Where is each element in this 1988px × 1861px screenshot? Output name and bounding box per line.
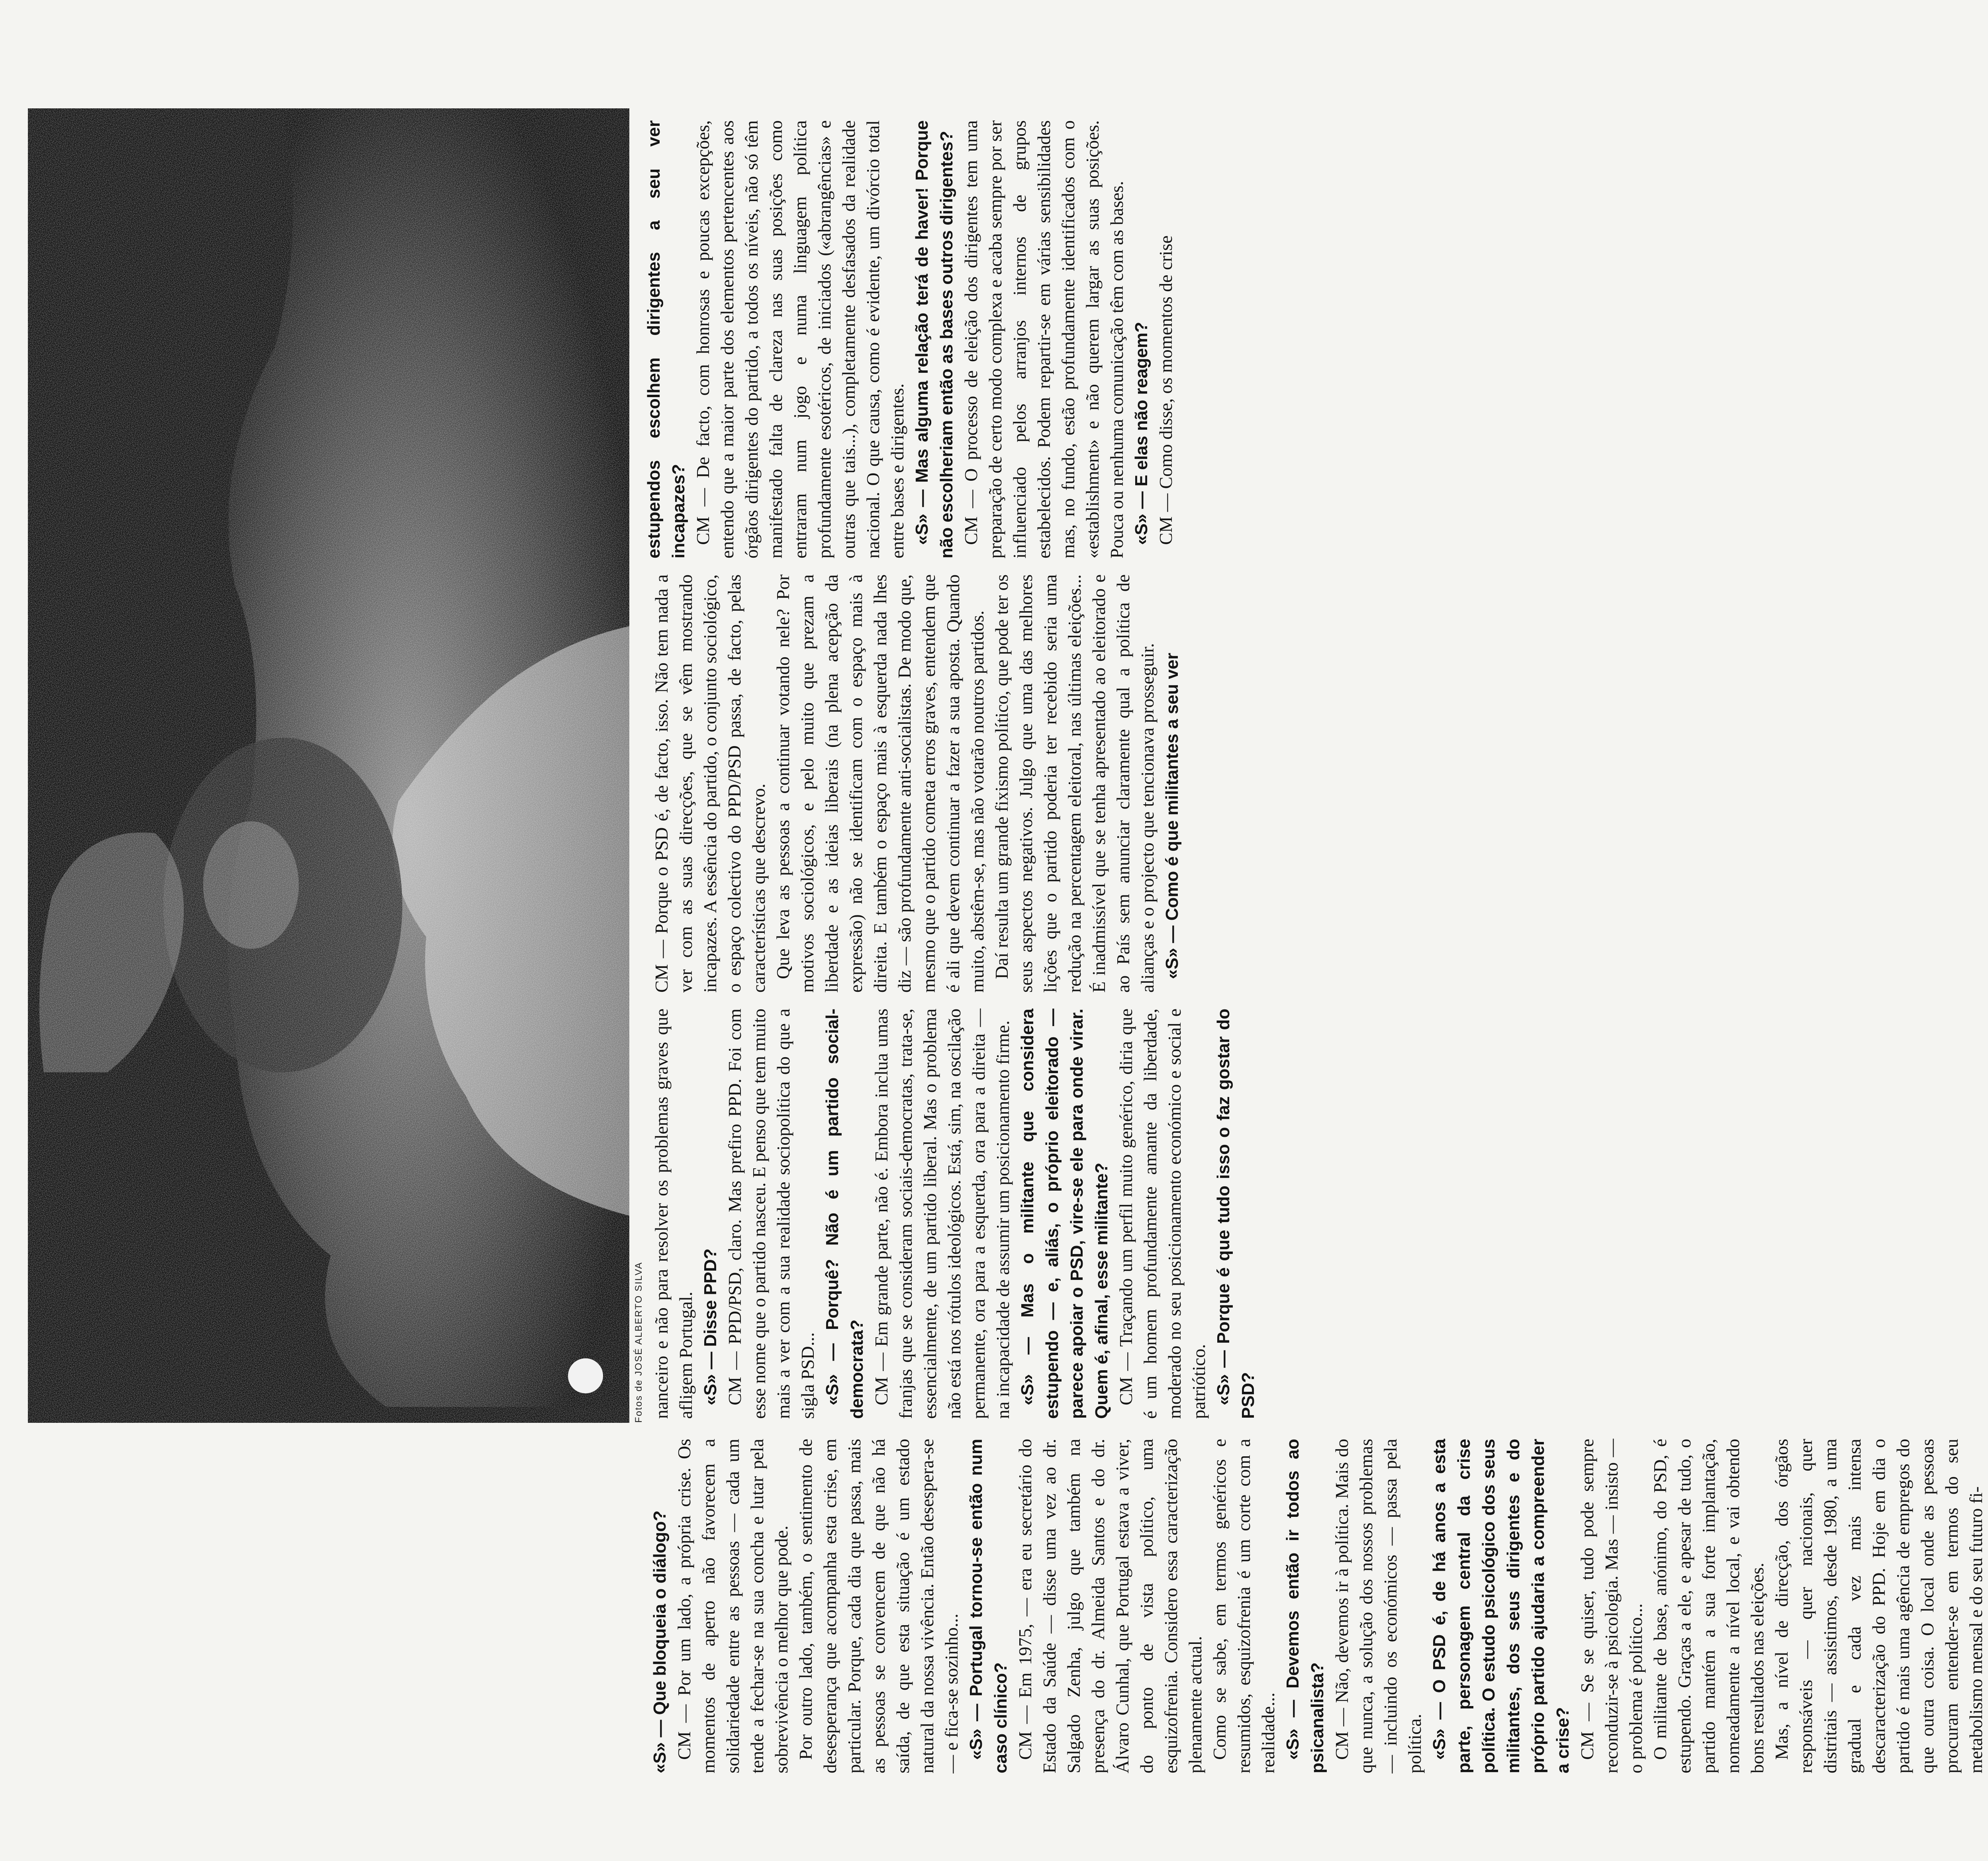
interview-answer	[1330, 1439, 1427, 1773]
question-text: estupendos escolhem dirigentes a seu ver incapazes?	[644, 120, 688, 558]
question-text: «S» — Devemos então ir todos ao psicanalista?	[1283, 1439, 1327, 1773]
answer-text: Como se sabe, em termos genéricos e resumidos, esquizofrenia é um corte com a realidade...	[1209, 1439, 1278, 1773]
photo-credit: Fotos de JOSÉ ALBERTO SILVA	[633, 1262, 644, 1423]
interview-answer	[793, 1439, 964, 1773]
answer-text: CM — Não, devemos ir à política. Mais do que nunca, a solução dos nossos problemas — incluindo os económicos — passa pela política.	[1332, 1439, 1425, 1773]
interview-question	[820, 1009, 869, 1419]
interview-answer	[1648, 1439, 1769, 1773]
answer-text: CM — Como disse, os momentos de crise	[1156, 235, 1176, 545]
interview-answer	[1769, 1439, 1988, 1773]
answer-text: nanceiro e não para resolver os problemas graves que afligem Portugal.	[651, 1009, 696, 1419]
interview-answer	[1154, 120, 1178, 558]
interview-question	[698, 1009, 723, 1419]
answer-text: CM — Em grande parte, não é. Embora inclua umas franjas que se consideram sociais-democratas, trata-se, essencialmente, de um partido liberal. Mas o problema não está nos rótulos ideológicos. Está, sim, na oscilação permanente, ora para a esquerda, ora para a direita — na incapacidade de assumir um posicionamento firme.	[871, 1009, 1013, 1419]
interview-question	[1015, 1009, 1114, 1419]
article-column-3	[649, 574, 1184, 993]
interview-answer	[649, 1009, 698, 1419]
interview-question	[1280, 1439, 1330, 1773]
answer-text: CM — De facto, com honrosas e poucas excepções, entendo que a maior parte dos elementos pertencentes aos órgãos dirigentes do partido, a todos os níveis, não só têm manifestado falta de clareza nas suas posições como entraram num jogo e numa linguagem política profundamente esotéricos, de iniciados («abrangências» e outras que tais...), completamente desfasados da realidade nacional. O que causa, como é evidente, um divórcio total entre bases e dirigentes.	[693, 120, 907, 558]
question-text: «S» — O PSD é, de há anos a esta parte, personagem central da crise política. O estudo psicológico dos seus militantes, dos seus dirigentes e do próprio partido ajudaria a compreender a crise?	[1430, 1439, 1573, 1773]
answer-text: CM — O processo de eleição dos dirigentes tem uma preparação de certo modo complexa e acaba sempre por ser influenciado pelos arranjos internos de grupos estabelecidos. Podem repartir-se em várias sensibilidades mas, no fundo, estão profundamente identificados com o «establishment» e não querem largar as suas posições. Pouca ou nenhuma comunicação têm com as bases.	[961, 120, 1127, 558]
question-text: «S» — Portugal tornou-se então num caso clínico?	[966, 1439, 1011, 1773]
question-text: «S» — Que bloqueia o diálogo?	[650, 1510, 670, 1773]
interview-question	[909, 120, 959, 558]
question-text: «S» — Porquê? Não é um partido social-democrata?	[823, 1009, 867, 1419]
interview-question	[964, 1439, 1013, 1773]
question-text: «S» — E elas não reagem?	[1132, 321, 1151, 545]
interview-question	[1160, 574, 1184, 993]
interview-answer	[1207, 1439, 1280, 1773]
interview-question	[1129, 120, 1154, 558]
interview-answer	[672, 1439, 793, 1773]
answer-text: CM — Em 1975, — era eu secretário do Estado da Saúde — disse uma vez ao dr. Salgado Zenha, julgo que também na presença do dr. Almeida Santos e do dr. Álvaro Cunhal, que Portugal estava a viver, do ponto de vista político, uma esquizofrenia. Considero essa caracterização plenamente actual.	[1015, 1439, 1205, 1773]
interview-question	[1427, 1439, 1575, 1773]
answer-text: CM — Por um lado, a própria crise. Os momentos de aperto não favorecem a solidariedade entre as pessoas — cada um tende a fechar-se na sua concha e lutar pela sobrevivência o melhor que pode.	[674, 1439, 791, 1773]
interview-answer	[1114, 1009, 1211, 1419]
interview-answer	[723, 1009, 820, 1419]
answer-text: CM — PPD/PSD, claro. Mas prefiro PPD. Foi com esse nome que o partido nasceu. E penso que tem muito mais a ver com a sua realidade sociopolítica do que a sigla PSD...	[725, 1009, 818, 1419]
interview-question	[1211, 1009, 1260, 1419]
interview-answer	[771, 574, 989, 993]
question-text: «S» — Mas o militante que considera estupendo — e, aliás, o próprio eleitorado — parece apoiar o PSD, vire-se ele para onde virar. Quem é, afinal, esse militante?	[1018, 1009, 1111, 1419]
interview-answer	[989, 574, 1160, 993]
question-text: «S» — Como é que militantes a seu ver	[1162, 652, 1182, 979]
interview-answer	[1013, 1439, 1207, 1773]
interview-answer	[959, 120, 1129, 558]
answer-text: CM — Traçando um perfil muito genérico, diria que é um homem profundamente amante da liberdade, moderado no seu posicionamento económico e social e patriótico.	[1116, 1009, 1209, 1419]
interview-answer	[691, 120, 909, 558]
article-column-4	[641, 120, 1178, 558]
answer-text: CM — Se se quiser, tudo pode sempre reconduzir-se à psicologia. Mas — insisto — o problema é político...	[1577, 1439, 1646, 1773]
question-text: «S» — Disse PPD?	[701, 1248, 720, 1405]
newspaper-page	[28, 28, 1986, 1833]
interview-answer	[1575, 1439, 1648, 1773]
answer-text: CM — Porque o PSD é, de facto, isso. Não tem nada a ver com as suas direcções, que se vêm mostrando incapazes. A essência do partido, o conjunto sociológico, o espaço colectivo do PPD/PSD passa, de facto, pelas características que descrevo.	[651, 574, 769, 993]
article-column-2	[649, 1009, 1260, 1419]
answer-text: O militante de base, anónimo, do PSD, é estupendo. Graças a ele, e apesar de tudo, o partido mantém a sua forte implantação, nomeadamente a nível local, e vai obtendo bons resultados nas eleições.	[1650, 1439, 1767, 1773]
answer-text: Por outro lado, também, o sentimento de desesperança que acompanha esta crise, em particular. Porque, cada dia que passa, mais as pessoas se convencem de que não há saída, de que esta situação é um estado natural da nossa vivência. Então desespera-se — e fica-se sozinho...	[795, 1439, 962, 1773]
interview-answer	[649, 574, 771, 993]
question-text: «S» — Mas alguma relação terá de haver! Porque não escolheriam então as bases outros dirigentes?	[912, 120, 956, 558]
interview-question	[641, 120, 691, 558]
portrait-photo	[28, 108, 629, 1423]
answer-text: Daí resulta um grande fixismo político, que pode ter os seus aspectos negativos. Julgo que uma das melhores lições que o partido poderia ter recebido seria uma redução na percentagem eleitoral, nas últimas eleições... É inadmissível que se tenha apresentado ao eleitorado e ao País sem anunciar claramente qual a política de alianças e o projecto que tencionava prosseguir.	[991, 574, 1158, 993]
answer-text: Que leva as pessoas a continuar votando nele? Por motivos sociológicos, e pelo muito que prezam a liberdade e as ideias liberais (na plena acepção da expressão) não se identificam com o espaço mais à direita. E também o espaço mais à esquerda nada lhes diz — são profundamente anti-socialistas. De modo que, mesmo que o partido cometa erros graves, entendem que é ali que devem continuar a fazer a sua aposta. Quando muito, abstêm-se, mas não votarão noutros partidos.	[773, 574, 987, 993]
interview-question	[647, 1439, 672, 1773]
article-column-1	[647, 1439, 1988, 1773]
portrait-photo-icon	[28, 108, 629, 1423]
interview-answer	[869, 1009, 1015, 1419]
question-text: «S» — Porque é que tudo isso o faz gostar do PSD?	[1214, 1009, 1258, 1419]
rotated-newspaper-page	[28, 28, 1986, 1833]
answer-text: Mas, a nível de direcção, dos órgãos responsáveis — quer nacionais, quer distritais — assistimos, desde 1980, a uma gradual e cada vez mais intensa descaracterização do PPD. Hoje em dia o partido é mais uma agência de empregos do que outra coisa. O local onde as pessoas procuram entender-se em termos do seu metabolismo mensal e do seu futuro fi-	[1771, 1439, 1986, 1773]
